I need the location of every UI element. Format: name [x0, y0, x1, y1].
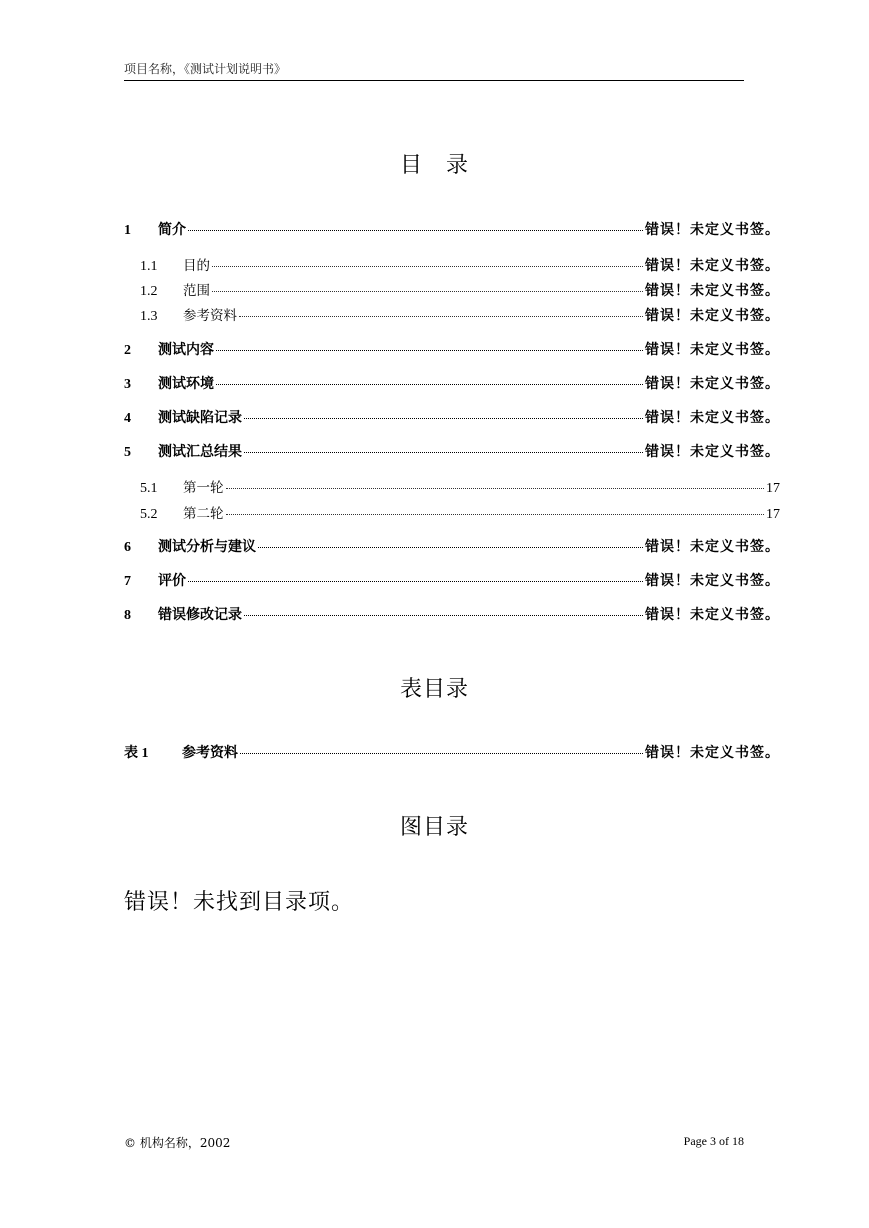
toc-entry-title: 错误修改记录: [158, 607, 242, 623]
footer-page-number: Page 3 of 18: [683, 1134, 744, 1148]
toc-entry-number: 4: [124, 411, 131, 426]
table-entry-number: 表 1: [124, 746, 149, 761]
toc-entry[interactable]: [140, 279, 780, 300]
toc-entry-number: 1: [124, 223, 131, 238]
toc-entry[interactable]: [124, 407, 780, 427]
toc-entry-number: 1.2: [140, 284, 158, 299]
toc-entry-title: 第二轮: [183, 506, 224, 522]
toc-entry-page: 错误！未定义书签。: [645, 573, 780, 589]
dot-leader: [239, 316, 643, 317]
toc-entry-page: 错误！未定义书签。: [645, 376, 780, 392]
toc-entry[interactable]: [124, 339, 780, 359]
dot-leader: [188, 581, 643, 582]
toc-entry-title: 测试缺陷记录: [158, 410, 242, 426]
toc-entry-number: 5: [124, 445, 131, 460]
page-header: 项目名称，《测试计划说明书》: [124, 62, 287, 76]
toc-entry-page: 错误！未定义书签。: [645, 283, 780, 299]
toc-entry-page: 错误！未定义书签。: [645, 444, 780, 460]
table-list-heading: 表目录: [399, 677, 469, 702]
dot-leader: [216, 384, 643, 385]
toc-entry-page: 错误！未定义书签。: [645, 607, 780, 623]
dot-leader: [212, 291, 643, 292]
dot-leader: [244, 452, 643, 453]
header-divider: [124, 80, 744, 81]
toc-entry-number: 8: [124, 608, 131, 623]
dot-leader: [244, 418, 643, 419]
toc-entry[interactable]: [140, 476, 780, 497]
toc-entry[interactable]: [124, 441, 780, 461]
toc-entry-page: 错误！未定义书签。: [645, 308, 780, 324]
table-list-entry[interactable]: [124, 742, 780, 762]
toc-entry[interactable]: [124, 373, 780, 393]
toc-entry-title: 测试内容: [158, 342, 214, 358]
toc-entry-number: 5.2: [140, 507, 158, 522]
toc-entry[interactable]: [124, 604, 780, 624]
toc-entry-title: 第一轮: [183, 480, 224, 496]
toc-entry-number: 1.3: [140, 309, 158, 324]
table-entry-title: 参考资料: [182, 745, 238, 761]
footer-copyright: © 机构名称，2002: [124, 1136, 231, 1150]
toc-entry[interactable]: [140, 304, 780, 325]
toc-entry[interactable]: [140, 502, 780, 523]
toc-entry-number: 2: [124, 343, 131, 358]
dot-leader: [216, 350, 643, 351]
toc-entry-title: 简介: [158, 222, 186, 238]
toc-entry-title: 测试汇总结果: [158, 444, 242, 460]
toc-entry-number: 5.1: [140, 481, 158, 496]
toc-entry-page: 错误！未定义书签。: [645, 258, 780, 274]
toc-entry-page: 17: [766, 507, 780, 522]
dot-leader: [212, 266, 643, 267]
toc-entry-number: 3: [124, 377, 131, 392]
toc-entry-number: 1.1: [140, 259, 158, 274]
toc-entry-title: 评价: [158, 573, 186, 589]
dot-leader: [244, 615, 643, 616]
table-entry-page: 错误！未定义书签。: [645, 745, 780, 761]
toc-entry-number: 7: [124, 574, 131, 589]
figure-list-heading: 图目录: [399, 815, 469, 840]
toc-entry-title: 测试环境: [158, 376, 214, 392]
toc-entry[interactable]: [140, 254, 780, 275]
toc-entry-page: 错误！未定义书签。: [645, 539, 780, 555]
dot-leader: [226, 488, 765, 489]
toc-entry-page: 错误！未定义书签。: [645, 342, 780, 358]
dot-leader: [188, 230, 643, 231]
toc-entry-title: 参考资料: [183, 308, 237, 324]
toc-entry-title: 范围: [183, 283, 210, 299]
figure-list-error-message: 错误！未找到目录项。: [124, 890, 355, 915]
toc-entry-page: 错误！未定义书签。: [645, 222, 780, 238]
toc-entry[interactable]: [124, 570, 780, 590]
toc-entry-page: 17: [766, 481, 780, 496]
dot-leader: [240, 753, 643, 754]
toc-entry[interactable]: [124, 219, 780, 239]
dot-leader: [258, 547, 643, 548]
toc-heading: 目 录: [399, 153, 469, 178]
dot-leader: [226, 514, 765, 515]
toc-entry-title: 目的: [183, 258, 210, 274]
toc-entry-title: 测试分析与建议: [158, 539, 256, 555]
toc-entry-page: 错误！未定义书签。: [645, 410, 780, 426]
toc-entry-number: 6: [124, 540, 131, 555]
toc-entry[interactable]: [124, 536, 780, 556]
